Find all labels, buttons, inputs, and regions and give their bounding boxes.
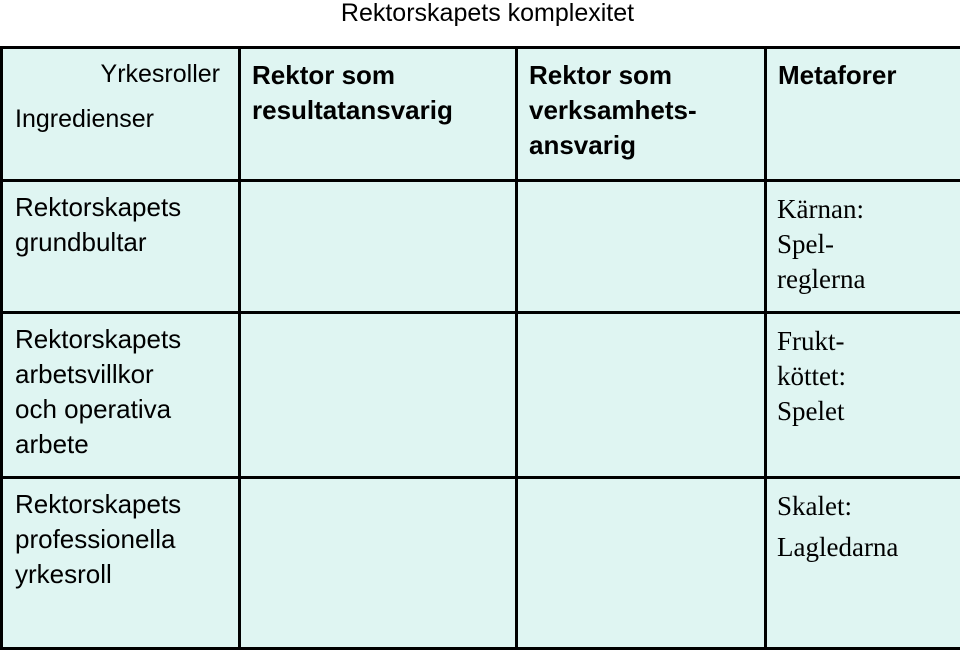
metaphor-text: Skalet: Lagledarna [777, 491, 899, 563]
header-label-col1: Rektor som resultatansvarig [252, 60, 453, 125]
empty-cell [517, 313, 766, 478]
metaphor-cell [766, 313, 960, 478]
header-cell-verksamhetsansvarig [517, 48, 766, 181]
table-row [2, 313, 960, 478]
slide-title: Rektorskapets komplexitet [340, 0, 635, 27]
empty-cell [517, 478, 766, 649]
header-label-col2: Rektor som verksamhets- ansvarig [529, 60, 697, 160]
corner-header-cell [2, 48, 240, 181]
corner-top-label: Yrkesroller [100, 60, 220, 88]
metaphor-cell [766, 180, 960, 313]
header-cell-metaforer [766, 48, 960, 181]
row-label: Rektorskapets grundbultar [15, 191, 182, 257]
row-label: Rektorskapets arbetsvillkor och operativa arbete [15, 324, 182, 460]
row-label-cell [2, 478, 240, 649]
empty-cell [240, 478, 517, 649]
complexity-table [0, 46, 960, 650]
row-label: Rektorskapets professionella yrkesroll [15, 489, 182, 590]
row-label-cell [2, 313, 240, 478]
metaphor-text: Kärnan: Spel- reglerna [777, 193, 866, 294]
empty-cell [240, 180, 517, 313]
empty-cell [517, 180, 766, 313]
table-header-row [2, 48, 960, 181]
metaphor-cell [766, 478, 960, 649]
header-label-col3: Metaforer [778, 60, 897, 90]
empty-cell [240, 313, 517, 478]
header-cell-resultatansvarig [240, 48, 517, 181]
row-label-cell [2, 180, 240, 313]
corner-bottom-label: Ingredienser [15, 105, 154, 133]
table-row [2, 180, 960, 313]
table-row [2, 478, 960, 649]
metaphor-text: Frukt- köttet: Spelet [777, 326, 846, 427]
